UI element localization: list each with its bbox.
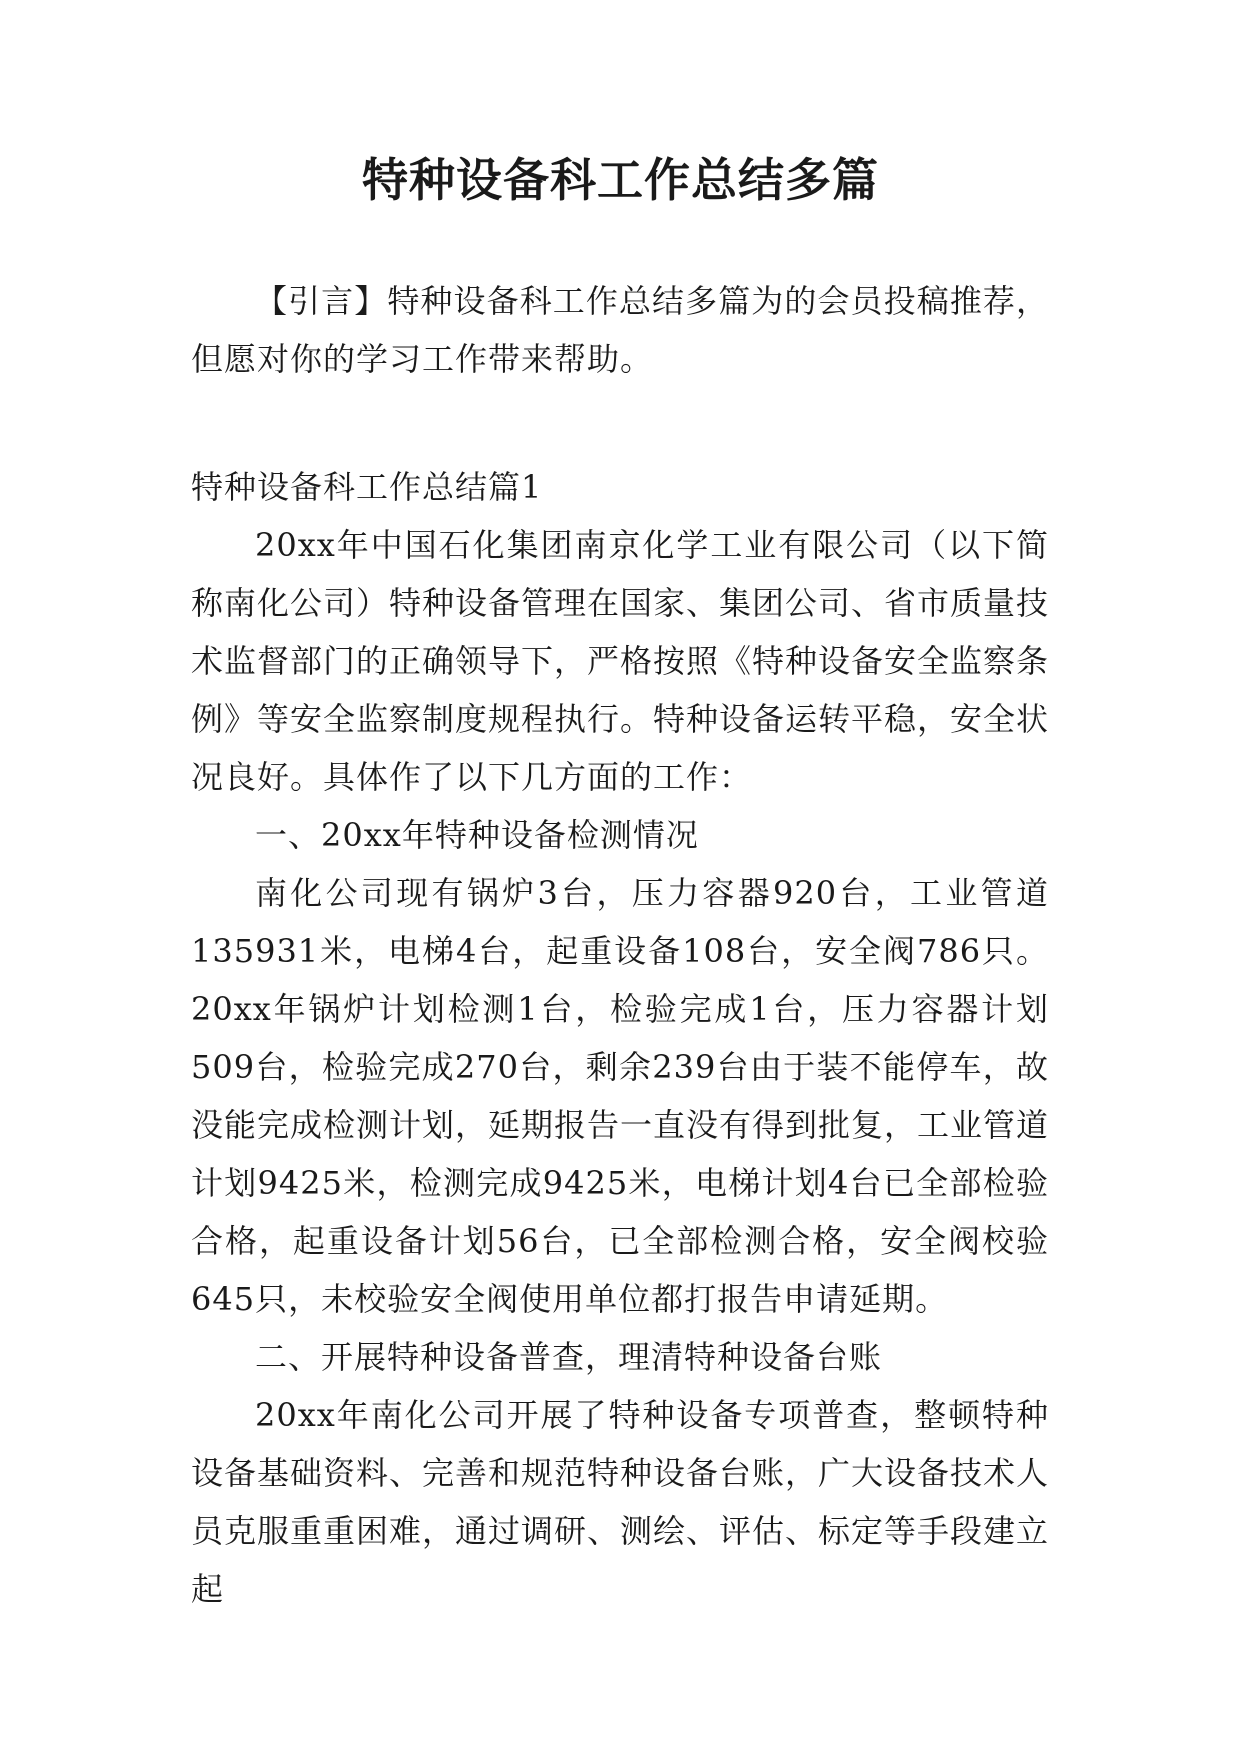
intro-paragraph: 【引言】特种设备科工作总结多篇为的会员投稿推荐，但愿对你的学习工作带来帮助。 <box>191 282 1049 378</box>
body-paragraph: 南化公司现有锅炉3台，压力容器920台，工业管道135931米，电梯4台，起重设备108台，安全阀786只。20xx年锅炉计划检测1台，检验完成1台，压力容器计划509台，检验完成270台，剩余239台由于装不能停车，故没能完成检测计划，延期报告一直没有得到批复，工业管道计划9425米，检测完成9425米，电梯计划4台已全部检验合格，起重设备计划56台，已全部检测合格，安全阀校验645只，未校验安全阀使用单位都打报告申请延期。 <box>191 874 1050 1318</box>
subheading: 一、20xx年特种设备检测情况 <box>255 816 699 854</box>
subheading: 二、开展特种设备普查，理清特种设备台账 <box>255 1338 883 1376</box>
body-paragraph: 20xx年中国石化集团南京化学工业有限公司（以下简称南化公司）特种设备管理在国家、集团公司、省市质量技术监督部门的正确领导下，严格按照《特种设备安全监察条例》等安全监察制度规程执行。特种设备运转平稳，安全状况良好。具体作了以下几方面的工作： <box>191 526 1050 796</box>
body-paragraph: 20xx年南化公司开展了特种设备专项普查，整顿特种设备基础资料、完善和规范特种设备台账，广大设备技术人员克服重重困难，通过调研、测绘、评估、标定等手段建立起 <box>191 1396 1050 1608</box>
intro-section <box>191 272 1049 388</box>
article-body <box>191 458 1049 1618</box>
section-heading: 特种设备科工作总结篇1 <box>191 468 543 506</box>
document-title: 特种设备科工作总结多篇 <box>362 153 879 207</box>
